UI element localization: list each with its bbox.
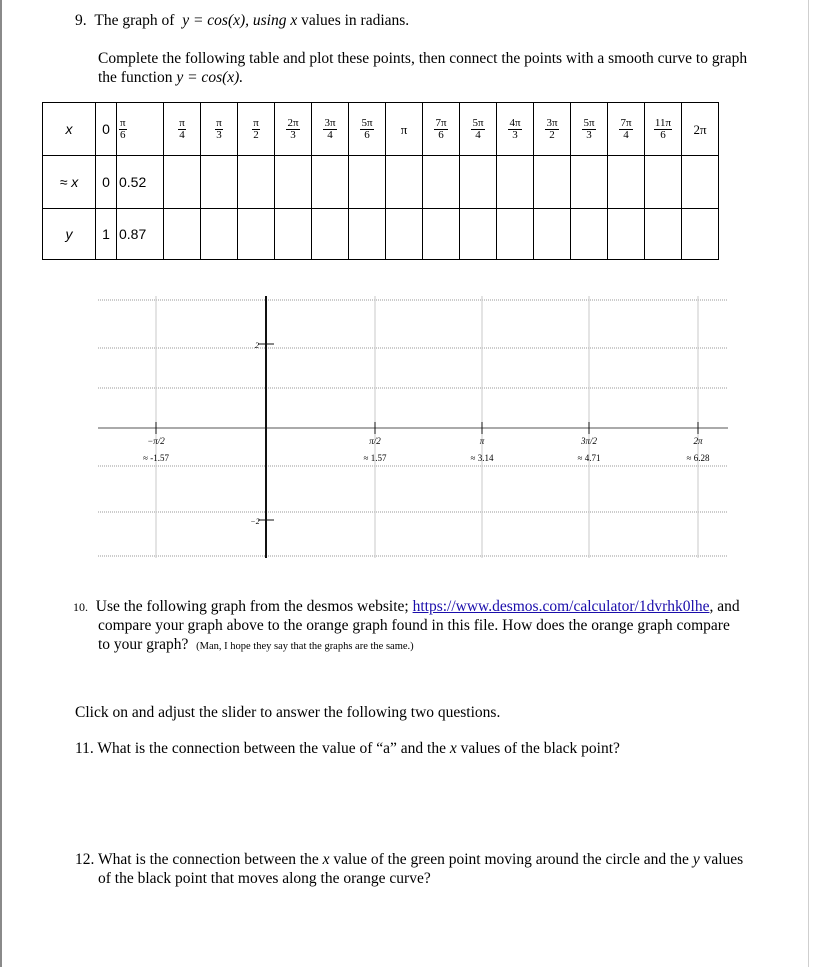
slider-instruction: Click on and adjust the slider to answer the following two questions. [75,704,501,721]
approx-x-cell[interactable] [497,156,534,209]
approx-x-cell[interactable] [275,156,312,209]
x-tick-label: π/2 [369,436,381,446]
x-header-cell: $\frac{5\pi}{4}$ [460,103,497,156]
y-value-cell[interactable] [275,209,312,260]
approx-x-cell[interactable] [164,156,201,209]
row-label: ≈ x [43,156,96,209]
question-10-line-2: compare your graph above to the orange graph found in this file. How does the orange graph compare [98,617,730,634]
x-header-cell: $\frac{7\pi}{6}$ [423,103,460,156]
instructions-line-2: the function y = cos(x). [98,69,244,86]
x-header-cell: π [386,103,423,156]
x-header-cell: $\frac{3\pi}{4}$ [312,103,349,156]
x-tick-label: 3π/2 [580,436,598,446]
x-header-cell: $\frac{5\pi}{6}$ [349,103,386,156]
instructions-line-1: Complete the following table and plot these points, then connect the points with a smooth curve to graph [98,50,748,67]
approx-x-cell[interactable] [645,156,682,209]
x-tick-label: π [479,436,485,446]
x-tick-approx: ≈ 1.57 [363,453,387,463]
y-value-cell[interactable] [460,209,497,260]
y-tick-label: −2 [250,517,260,526]
approx-x-cell[interactable] [349,156,386,209]
y-value-cell[interactable] [497,209,534,260]
approx-x-cell[interactable]: 0.52 [117,156,164,209]
question-11: 11. What is the connection between the value of “a” and the x values of the black point? [75,740,620,757]
x-tick-approx: ≈ 6.28 [686,453,710,463]
x-header-cell: $\frac{5\pi}{3}$ [571,103,608,156]
row-label: x [43,103,96,156]
x-tick-approx: ≈ 3.14 [470,453,494,463]
grid-lines [98,296,728,558]
x-header-cell: $\frac{3\pi}{2}$ [534,103,571,156]
x-header-cell: 2π [682,103,719,156]
equation: y = cos(x), using [182,12,287,29]
y-value-cell[interactable] [682,209,719,260]
y-value-cell[interactable] [201,209,238,260]
desmos-link[interactable]: https://www.desmos.com/calculator/1dvrhk0lhe [412,598,710,615]
question-9: 9. The graph of y = cos(x), using x values in radians. [75,12,410,29]
y-value-cell[interactable] [534,209,571,260]
approx-x-cell[interactable] [201,156,238,209]
x-header-cell: $\frac{2\pi}{3}$ [275,103,312,156]
y-value-cell[interactable]: 1 [96,209,117,260]
x-tick-approx: ≈ 4.71 [577,453,601,463]
question-12-line-2: of the black point that moves along the orange curve? [98,870,431,887]
approx-x-cell[interactable] [460,156,497,209]
question-10-line-1: 10. Use the following graph from the desmos website; https://www.desmos.com/calculator/1dvrhk0lhe, and [73,598,740,615]
x-header-cell: $\frac{\pi}{3}$ [201,103,238,156]
values-table [42,102,719,260]
table-row-x [43,103,719,156]
coordinate-grid [98,296,728,558]
y-value-cell[interactable] [386,209,423,260]
x-tick-label: −π/2 [147,436,165,446]
y-tick-label: 2 [255,341,259,350]
x-header-cell: $\frac{11\pi}{6}$ [645,103,682,156]
y-value-cell[interactable] [645,209,682,260]
y-value-cell[interactable] [423,209,460,260]
approx-x-cell[interactable] [608,156,645,209]
table-row-y [43,209,719,260]
approx-x-cell[interactable] [423,156,460,209]
table-row-approx-x [43,156,719,209]
y-value-cell[interactable]: 0.87 [117,209,164,260]
x-header-cell: 0 [96,103,117,156]
y-value-cell[interactable] [164,209,201,260]
x-header-cell: $\frac{\pi}{4}$ [164,103,201,156]
x-header-cell: $\frac{7\pi}{4}$ [608,103,645,156]
y-value-cell[interactable] [349,209,386,260]
x-header-cell: $\frac{\pi}{6}$ [117,103,164,156]
x-header-cell: $\frac{4\pi}{3}$ [497,103,534,156]
axes [98,296,728,558]
y-value-cell[interactable] [608,209,645,260]
row-label: y [43,209,96,260]
approx-x-cell[interactable] [534,156,571,209]
approx-x-cell[interactable] [312,156,349,209]
tick-labels [143,341,710,526]
y-value-cell[interactable] [571,209,608,260]
y-value-cell[interactable] [312,209,349,260]
approx-x-cell[interactable] [682,156,719,209]
x-header-cell: $\frac{\pi}{2}$ [238,103,275,156]
approx-x-cell[interactable] [238,156,275,209]
x-tick-label: 2π [693,436,703,446]
approx-x-cell[interactable] [386,156,423,209]
approx-x-cell[interactable] [571,156,608,209]
question-10-line-3: to your graph? (Man, I hope they say that the graphs are the same.) [98,636,414,653]
y-value-cell[interactable] [238,209,275,260]
x-tick-approx: ≈ -1.57 [143,453,169,463]
question-12-line-1: 12. What is the connection between the x value of the green point moving around the circle and the y values [75,851,744,868]
approx-x-cell[interactable]: 0 [96,156,117,209]
